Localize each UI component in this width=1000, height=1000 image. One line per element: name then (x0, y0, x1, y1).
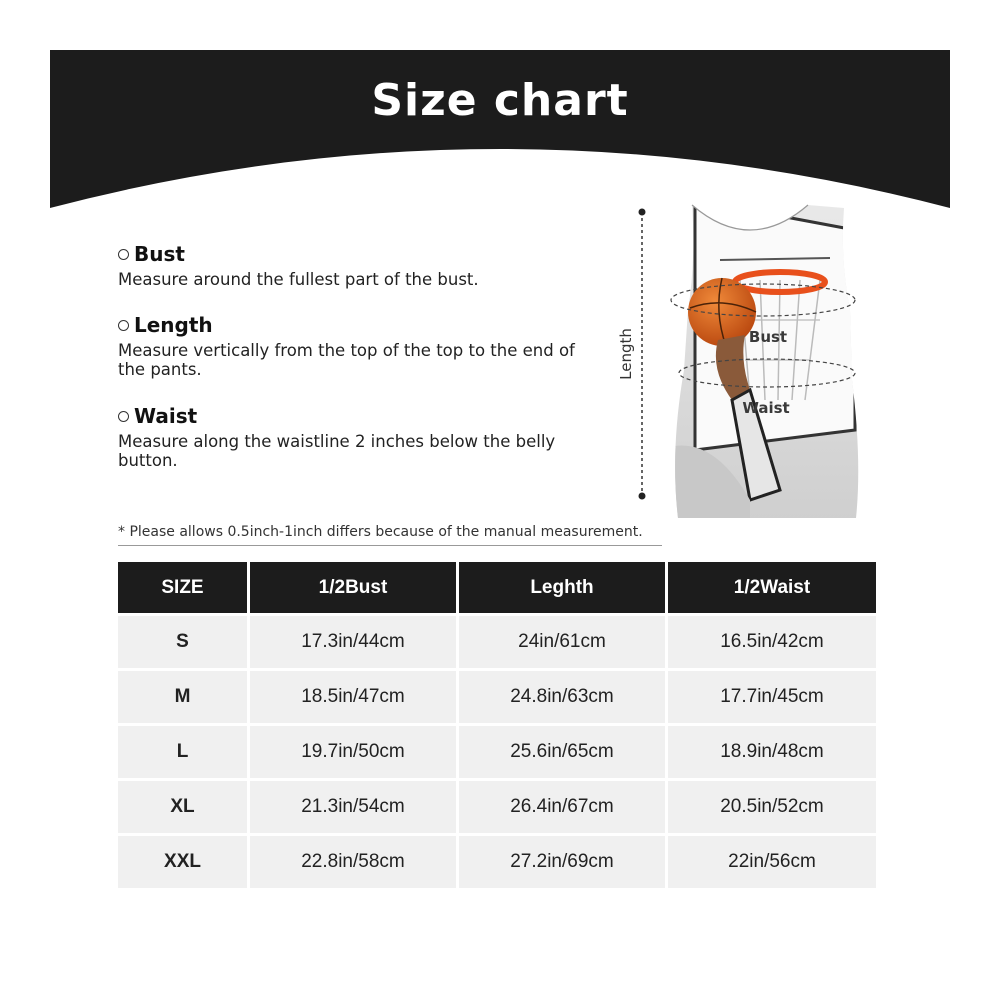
waist-cell: 22in/56cm (668, 836, 876, 888)
table-row (118, 726, 876, 778)
size-cell: L (118, 726, 247, 778)
length-label: Length (617, 328, 635, 380)
definition-text: Measure vertically from the top of the top to the end of the pants. (118, 341, 575, 379)
definition-text: Measure around the fullest part of the bust. (118, 270, 479, 289)
waist-cell: 17.7in/45cm (668, 671, 876, 723)
length-cell: 26.4in/67cm (459, 781, 665, 833)
size-table (115, 559, 879, 891)
definition-label: Bust (134, 242, 185, 266)
bust-cell: 21.3in/54cm (250, 781, 456, 833)
header-size: SIZE (118, 562, 247, 613)
definition-label: Waist (134, 404, 198, 428)
table-row (118, 616, 876, 668)
definition-text: Measure along the waistline 2 inches below the belly button. (118, 432, 556, 470)
table-row (118, 836, 876, 888)
length-cell: 24.8in/63cm (459, 671, 665, 723)
page-title: Size chart (371, 75, 629, 126)
table-header-row (118, 562, 876, 613)
header-bust: 1/2Bust (250, 562, 456, 613)
length-cell: 25.6in/65cm (459, 726, 665, 778)
bullet-icon (118, 249, 129, 260)
definition-waist (118, 404, 588, 470)
definition-label: Length (134, 313, 213, 337)
bullet-icon (118, 320, 129, 331)
table-row (118, 781, 876, 833)
bullet-icon (118, 411, 129, 422)
header-waist: 1/2Waist (668, 562, 876, 613)
size-cell: M (118, 671, 247, 723)
length-cell: 24in/61cm (459, 616, 665, 668)
tank-top-diagram (600, 200, 900, 520)
size-cell: XL (118, 781, 247, 833)
bust-cell: 19.7in/50cm (250, 726, 456, 778)
bust-cell: 17.3in/44cm (250, 616, 456, 668)
table-row (118, 671, 876, 723)
header-banner (50, 50, 950, 210)
length-cell: 27.2in/69cm (459, 836, 665, 888)
size-cell: XXL (118, 836, 247, 888)
waist-cell: 18.9in/48cm (668, 726, 876, 778)
bust-label: Bust (748, 328, 788, 346)
definition-length (118, 313, 588, 379)
bust-cell: 22.8in/58cm (250, 836, 456, 888)
bust-cell: 18.5in/47cm (250, 671, 456, 723)
size-cell: S (118, 616, 247, 668)
tank-top-print (660, 200, 870, 520)
waist-label: Waist (742, 399, 790, 417)
measurement-note: * Please allows 0.5inch-1inch differs because of the manual measurement. (118, 524, 662, 546)
header-banner-shape (50, 50, 950, 210)
header-length: Leghth (459, 562, 665, 613)
definition-bust (118, 242, 588, 289)
waist-cell: 16.5in/42cm (668, 616, 876, 668)
waist-cell: 20.5in/52cm (668, 781, 876, 833)
length-endpoint-bottom (639, 493, 646, 500)
length-endpoint-top (639, 209, 646, 216)
